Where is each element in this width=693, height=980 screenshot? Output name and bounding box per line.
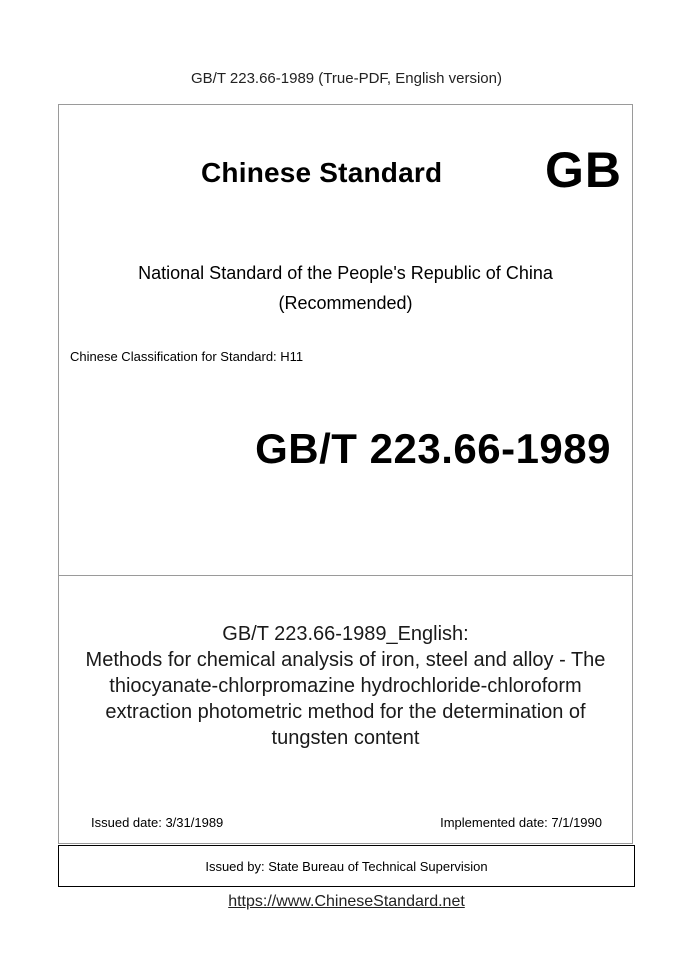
document-title-line: thiocyanate-chlorpromazine hydrochloride-chloroform	[109, 675, 582, 697]
document-title-line: extraction photometric method for the determination of	[105, 701, 586, 723]
issued-by-box	[58, 845, 635, 887]
document-title-line: tungsten content	[271, 727, 420, 749]
national-standard-heading	[58, 258, 633, 318]
implemented-date: Implemented date: 7/1/1990	[440, 815, 602, 830]
frame-divider	[58, 575, 633, 576]
standard-title: Chinese Standard	[201, 157, 443, 188]
document-title	[58, 621, 633, 751]
national-line-1: National Standard of the People's Republic of China	[138, 263, 553, 283]
website-link[interactable]: https://www.ChineseStandard.net	[228, 893, 465, 910]
page-header-title: GB/T 223.66-1989 (True-PDF, English version)	[191, 70, 502, 87]
document-title-line: Methods for chemical analysis of iron, steel and alloy - The	[85, 649, 606, 671]
issued-date: Issued date: 3/31/1989	[91, 815, 224, 830]
national-line-2: (Recommended)	[278, 293, 413, 313]
standard-number: GB/T 223.66-1989	[255, 425, 611, 472]
gb-mark: GB	[545, 142, 622, 198]
document-title-line: GB/T 223.66-1989_English:	[222, 623, 469, 645]
classification-label: Chinese Classification for Standard: H11	[70, 349, 304, 364]
issued-by-label: Issued by: State Bureau of Technical Supervision	[205, 858, 488, 874]
